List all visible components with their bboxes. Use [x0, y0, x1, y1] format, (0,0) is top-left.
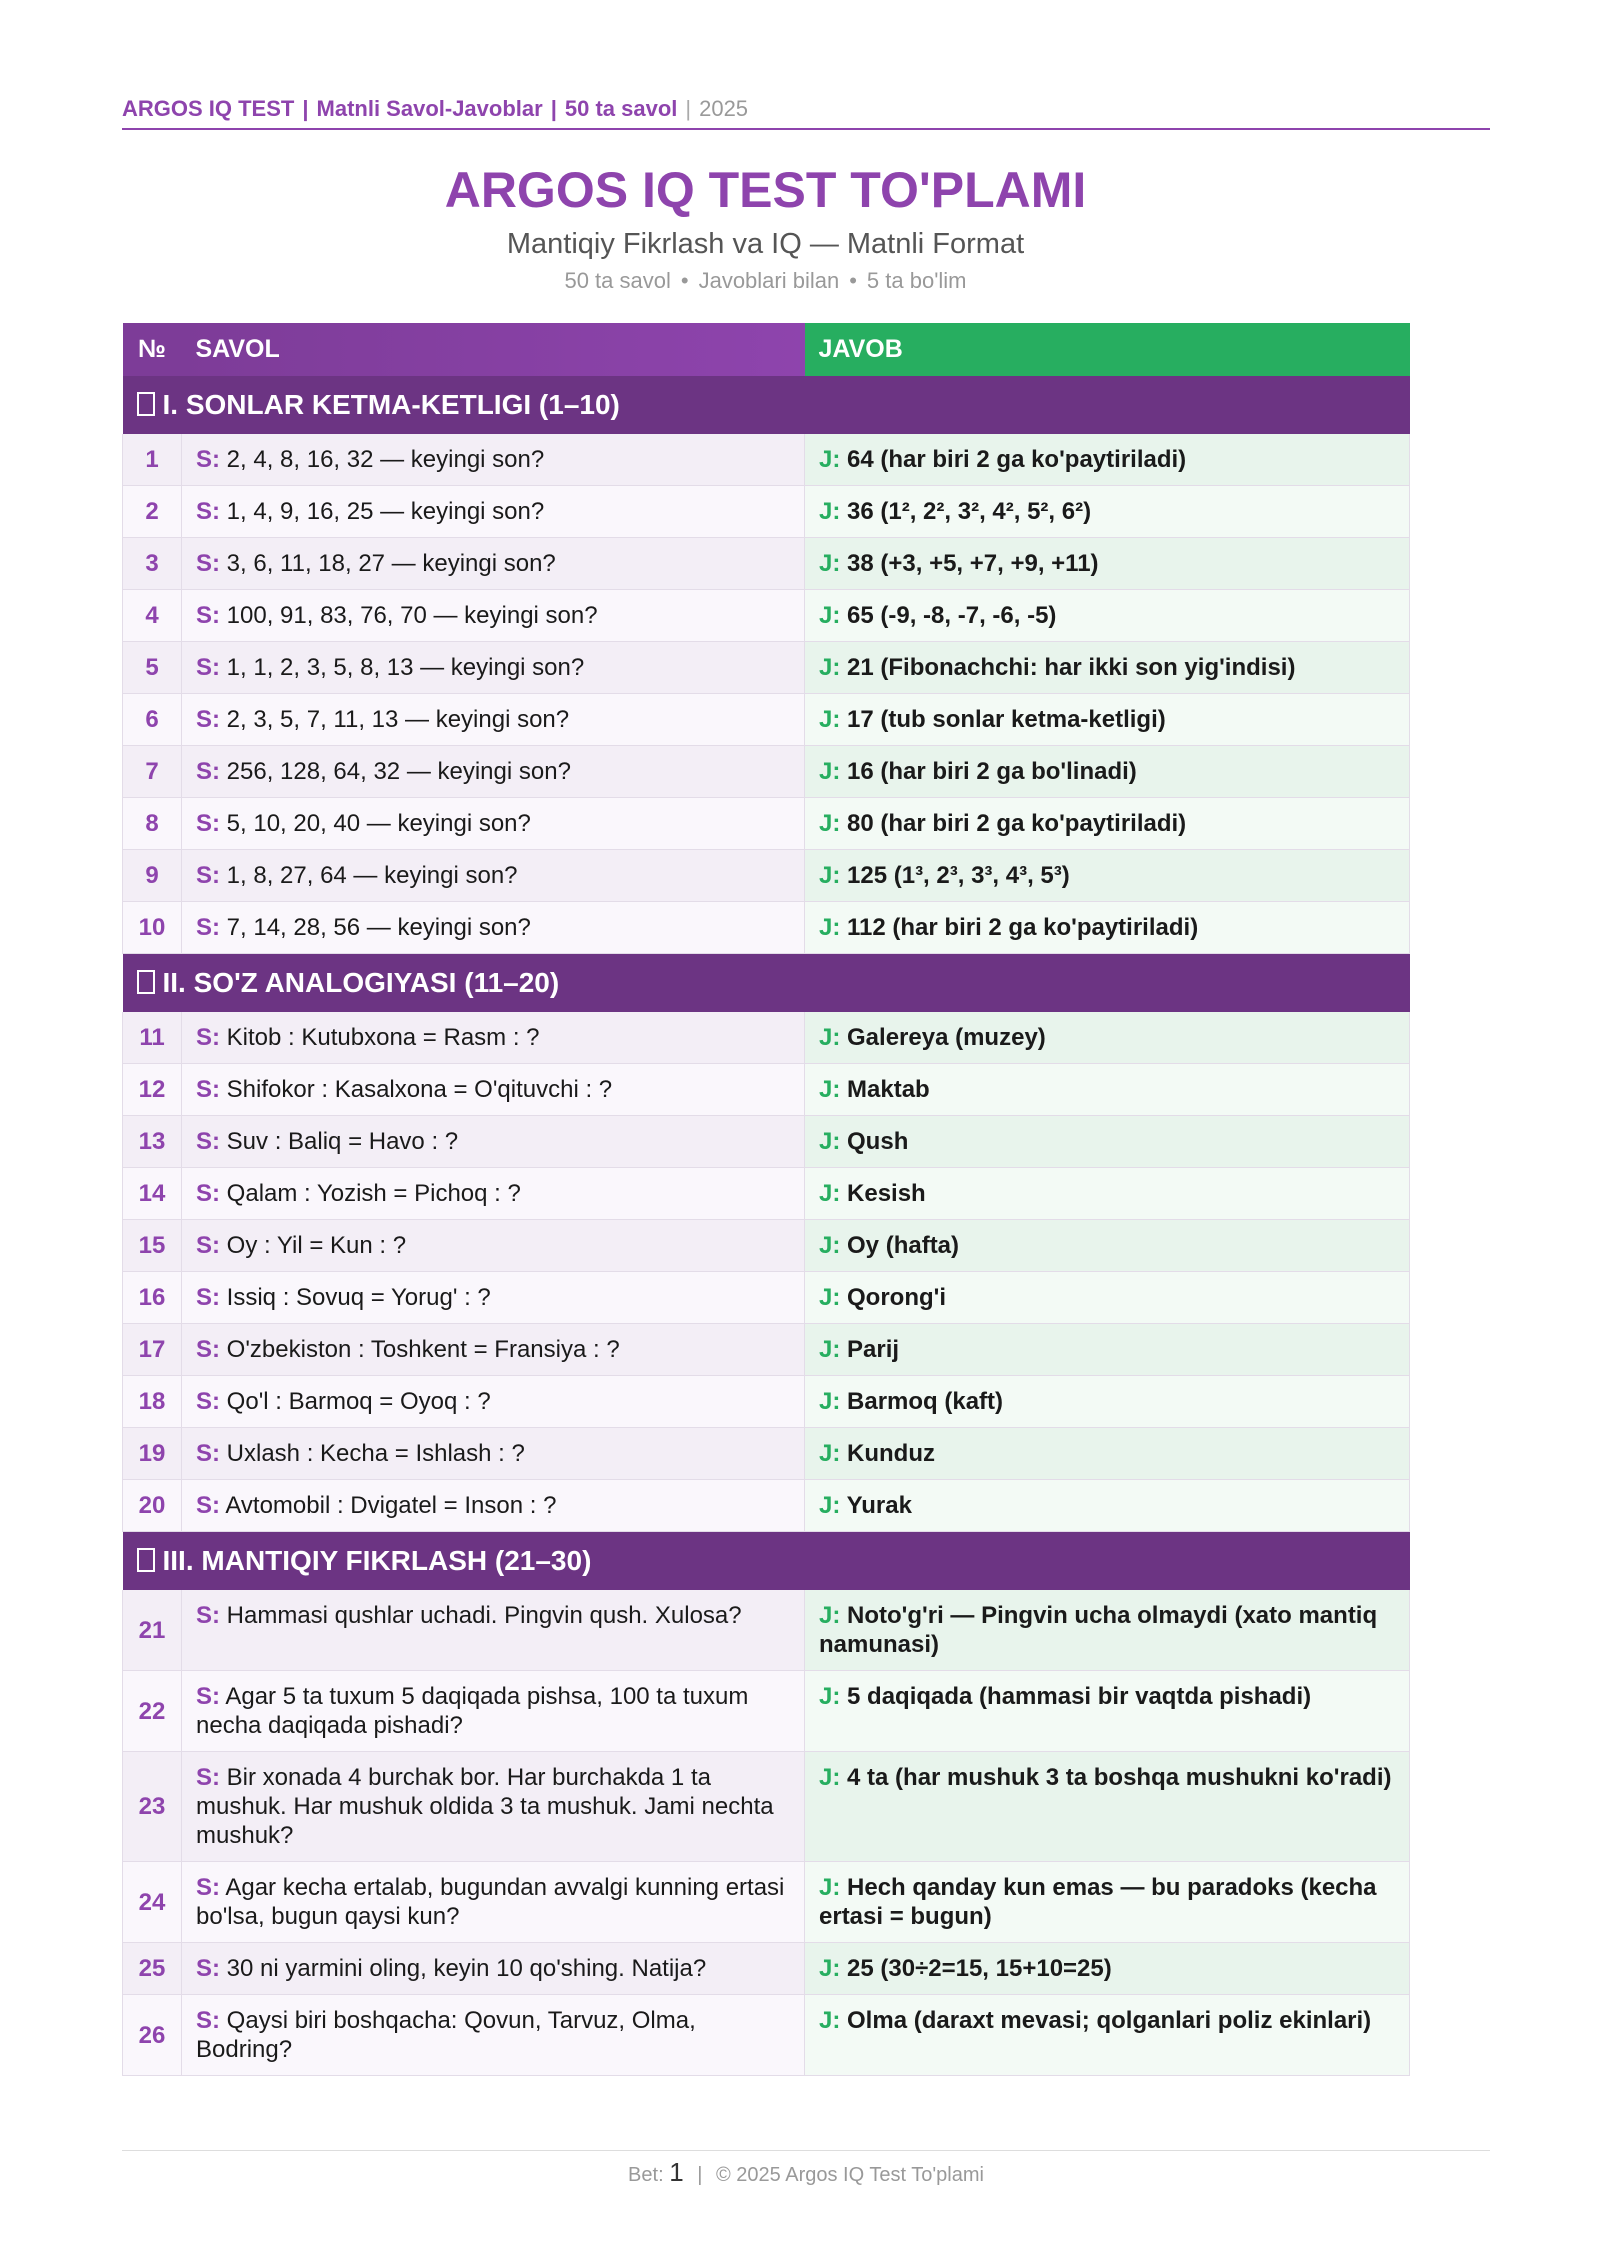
table-row [123, 746, 1410, 798]
answer-cell [805, 1324, 1410, 1376]
answer-text: Qush [847, 1128, 909, 1155]
question-number: 16 [123, 1272, 182, 1324]
table-row [123, 1064, 1410, 1116]
question-prefix: S: [196, 654, 220, 681]
footer-copyright: © 2025 Argos IQ Test To'plami [715, 2164, 984, 2186]
question-cell [182, 434, 805, 486]
answer-prefix: J: [819, 1440, 841, 1467]
question-cell [182, 1220, 805, 1272]
answer-cell [805, 538, 1410, 590]
question-cell [182, 1116, 805, 1168]
answer-text: 112 (har biri 2 ga ko'paytiriladi) [847, 914, 1199, 941]
answer-prefix: J: [819, 1764, 841, 1791]
question-cell [182, 642, 805, 694]
column-header-number: № [123, 323, 182, 376]
qa-table-body [123, 376, 1410, 2076]
answer-cell [805, 590, 1410, 642]
question-number: 12 [123, 1064, 182, 1116]
table-row [123, 1752, 1410, 1862]
answer-prefix: J: [819, 706, 841, 733]
answer-cell [805, 1480, 1410, 1532]
answer-text: 80 (har biri 2 ga ko'paytiriladi) [847, 810, 1187, 837]
meta-questions: 50 ta savol [564, 268, 671, 293]
question-cell [182, 1272, 805, 1324]
question-number: 18 [123, 1376, 182, 1428]
question-prefix: S: [196, 1128, 220, 1155]
answer-prefix: J: [819, 1874, 841, 1901]
table-row [123, 798, 1410, 850]
question-text: Avtomobil : Dvigatel = Inson : ? [225, 1492, 557, 1519]
table-row [123, 1220, 1410, 1272]
answer-cell [805, 1862, 1410, 1943]
answer-text: Kesish [847, 1180, 926, 1207]
table-row [123, 1116, 1410, 1168]
answer-text: Qorong'i [847, 1284, 947, 1311]
question-text: 1, 8, 27, 64 — keyingi son? [226, 862, 518, 889]
question-cell [182, 1064, 805, 1116]
table-row [123, 434, 1410, 486]
question-prefix: S: [196, 1440, 220, 1467]
page-footer: Bet: 1 | © 2025 Argos IQ Test To'plami [122, 2150, 1490, 2188]
page-subtitle: Mantiqiy Fikrlash va IQ — Matnli Format [506, 228, 1025, 260]
question-number: 3 [123, 538, 182, 590]
question-prefix: S: [196, 1683, 220, 1710]
answer-text: 125 (1³, 2³, 3³, 4³, 5³) [847, 862, 1070, 889]
answer-prefix: J: [819, 1955, 841, 1982]
question-number: 9 [123, 850, 182, 902]
answer-text: Hech qanday kun emas — bu paradoks (kecha ertasi = bugun) [819, 1874, 1377, 1930]
question-text: 2, 4, 8, 16, 32 — keyingi son? [226, 446, 545, 473]
question-text: Shifokor : Kasalxona = O'qituvchi : ? [226, 1076, 613, 1103]
header-brand: ARGOS IQ TEST [122, 96, 295, 121]
question-cell [182, 850, 805, 902]
question-prefix: S: [196, 810, 220, 837]
table-row [123, 1376, 1410, 1428]
answer-cell [805, 1064, 1410, 1116]
question-text: Qaysi biri boshqacha: Qovun, Tarvuz, Olma, Bodring? [196, 2007, 696, 2063]
answer-cell [805, 902, 1410, 954]
question-cell [182, 1324, 805, 1376]
answer-text: 65 (-9, -8, -7, -6, -5) [847, 602, 1057, 629]
answer-text: 5 daqiqada (hammasi bir vaqtda pishadi) [847, 1683, 1312, 1710]
answer-prefix: J: [819, 1683, 841, 1710]
question-prefix: S: [196, 1388, 220, 1415]
question-number: 5 [123, 642, 182, 694]
page-title: ARGOS IQ TEST TO'PLAMI [444, 162, 1087, 218]
section-header-row [123, 376, 1410, 434]
question-prefix: S: [196, 1284, 220, 1311]
table-row [123, 1324, 1410, 1376]
qa-table [122, 323, 1410, 2076]
answer-prefix: J: [819, 1180, 841, 1207]
table-row [123, 1168, 1410, 1220]
question-prefix: S: [196, 2007, 220, 2034]
answer-prefix: J: [819, 914, 841, 941]
section-header [123, 376, 1410, 434]
question-cell [182, 1376, 805, 1428]
section-header [123, 1532, 1410, 1591]
question-prefix: S: [196, 446, 220, 473]
question-cell [182, 1671, 805, 1752]
answer-prefix: J: [819, 446, 841, 473]
answer-text: 4 ta (har mushuk 3 ta boshqa mushukni ko'radi) [847, 1764, 1392, 1791]
answer-cell [805, 486, 1410, 538]
table-row [123, 486, 1410, 538]
question-number: 6 [123, 694, 182, 746]
question-cell [182, 1428, 805, 1480]
question-text: Oy : Yil = Kun : ? [226, 1232, 407, 1259]
answer-prefix: J: [819, 1024, 841, 1051]
answer-prefix: J: [819, 1284, 841, 1311]
question-cell [182, 746, 805, 798]
table-row [123, 902, 1410, 954]
answer-cell [805, 1590, 1410, 1671]
question-number: 21 [123, 1590, 182, 1671]
table-row [123, 694, 1410, 746]
question-number: 8 [123, 798, 182, 850]
section-box-icon [137, 392, 155, 416]
question-prefix: S: [196, 1492, 220, 1519]
answer-cell [805, 1116, 1410, 1168]
answer-prefix: J: [819, 654, 841, 681]
question-cell [182, 1752, 805, 1862]
meta-answers: Javoblari bilan [698, 268, 840, 293]
answer-cell [805, 1220, 1410, 1272]
answer-prefix: J: [819, 810, 841, 837]
table-row [123, 1943, 1410, 1995]
table-row [123, 642, 1410, 694]
meta-sections: 5 ta bo'lim [866, 268, 967, 293]
question-cell [182, 902, 805, 954]
question-cell [182, 538, 805, 590]
question-prefix: S: [196, 550, 220, 577]
section-title: III. MANTIQIY FIKRLASH (21–30) [162, 1545, 592, 1576]
answer-prefix: J: [819, 1076, 841, 1103]
question-number: 13 [123, 1116, 182, 1168]
answer-prefix: J: [819, 862, 841, 889]
question-prefix: S: [196, 706, 220, 733]
answer-text: Galereya (muzey) [847, 1024, 1046, 1051]
table-row [123, 590, 1410, 642]
answer-prefix: J: [819, 1388, 841, 1415]
page-number: 1 [669, 2157, 684, 2187]
question-prefix: S: [196, 1180, 220, 1207]
answer-text: 25 (30÷2=15, 15+10=25) [847, 1955, 1112, 1982]
question-text: Uxlash : Kecha = Ishlash : ? [226, 1440, 525, 1467]
column-header-question: SAVOL [182, 323, 805, 376]
header-section: Matnli Savol-Javoblar [316, 96, 543, 121]
question-text: Qalam : Yozish = Pichoq : ? [226, 1180, 521, 1207]
question-prefix: S: [196, 1955, 220, 1982]
question-cell [182, 1168, 805, 1220]
question-prefix: S: [196, 1232, 220, 1259]
question-number: 19 [123, 1428, 182, 1480]
answer-text: Noto'g'ri — Pingvin ucha olmaydi (xato mantiq namunasi) [819, 1602, 1378, 1658]
answer-cell [805, 642, 1410, 694]
answer-cell [805, 1995, 1410, 2076]
footer-label: Bet: [628, 2164, 664, 2186]
section-box-icon [137, 970, 155, 994]
question-prefix: S: [196, 1336, 220, 1363]
answer-text: 16 (har biri 2 ga bo'linadi) [847, 758, 1137, 785]
running-header: ARGOS IQ TEST | Matnli Savol-Javoblar | 50 ta savol | 2025 [122, 96, 1490, 130]
answer-cell [805, 694, 1410, 746]
question-text: Hammasi qushlar uchadi. Pingvin qush. Xulosa? [226, 1602, 742, 1629]
question-number: 14 [123, 1168, 182, 1220]
answer-text: Kunduz [847, 1440, 935, 1467]
question-text: Bir xonada 4 burchak bor. Har burchakda 1 ta mushuk. Har mushuk oldida 3 ta mushuk. Jami nechta mushuk? [196, 1764, 774, 1849]
page-meta: 50 ta savol • Javoblari bilan • 5 ta bo'lim [564, 268, 967, 293]
question-number: 4 [123, 590, 182, 642]
answer-text: Oy (hafta) [847, 1232, 960, 1259]
answer-cell [805, 1376, 1410, 1428]
table-row [123, 538, 1410, 590]
answer-prefix: J: [819, 550, 841, 577]
answer-cell [805, 1168, 1410, 1220]
question-cell [182, 1012, 805, 1064]
question-number: 7 [123, 746, 182, 798]
question-text: O'zbekiston : Toshkent = Fransiya : ? [226, 1336, 620, 1363]
question-text: Agar kecha ertalab, bugundan avvalgi kunning ertasi bo'lsa, bugun qaysi kun? [196, 1874, 785, 1930]
question-text: 1, 1, 2, 3, 5, 8, 13 — keyingi son? [226, 654, 585, 681]
question-cell [182, 798, 805, 850]
question-cell [182, 1943, 805, 1995]
answer-prefix: J: [819, 1336, 841, 1363]
header-count: 50 ta savol [564, 96, 678, 121]
question-prefix: S: [196, 862, 220, 889]
question-number: 15 [123, 1220, 182, 1272]
question-number: 24 [123, 1862, 182, 1943]
question-cell [182, 1480, 805, 1532]
question-text: 5, 10, 20, 40 — keyingi son? [226, 810, 531, 837]
answer-cell [805, 1671, 1410, 1752]
answer-text: Olma (daraxt mevasi; qolganlari poliz ekinlari) [847, 2007, 1372, 2034]
question-cell [182, 1995, 805, 2076]
answer-prefix: J: [819, 1128, 841, 1155]
answer-cell [805, 1943, 1410, 1995]
question-prefix: S: [196, 498, 220, 525]
table-header-row [123, 323, 1410, 376]
question-number: 22 [123, 1671, 182, 1752]
answer-cell [805, 1428, 1410, 1480]
question-text: 1, 4, 9, 16, 25 — keyingi son? [226, 498, 545, 525]
question-text: Suv : Baliq = Havo : ? [226, 1128, 459, 1155]
question-text: Qo'l : Barmoq = Oyoq : ? [226, 1388, 491, 1415]
answer-text: 17 (tub sonlar ketma-ketligi) [847, 706, 1166, 733]
answer-cell [805, 1272, 1410, 1324]
question-number: 17 [123, 1324, 182, 1376]
question-text: 256, 128, 64, 32 — keyingi son? [226, 758, 571, 785]
answer-text: 21 (Fibonachchi: har ikki son yig'indisi) [847, 654, 1296, 681]
question-text: 7, 14, 28, 56 — keyingi son? [226, 914, 531, 941]
question-prefix: S: [196, 758, 220, 785]
question-number: 10 [123, 902, 182, 954]
answer-text: Maktab [847, 1076, 930, 1103]
answer-cell [805, 798, 1410, 850]
question-cell [182, 1862, 805, 1943]
question-text: 100, 91, 83, 76, 70 — keyingi son? [226, 602, 598, 629]
answer-cell [805, 1752, 1410, 1862]
question-text: Issiq : Sovuq = Yorug' : ? [226, 1284, 491, 1311]
table-row [123, 1995, 1410, 2076]
answer-prefix: J: [819, 602, 841, 629]
question-text: 30 ni yarmini oling, keyin 10 qo'shing. Natija? [226, 1955, 707, 1982]
question-prefix: S: [196, 914, 220, 941]
section-title: I. SONLAR KETMA-KETLIGI (1–10) [162, 389, 620, 420]
question-number: 23 [123, 1752, 182, 1862]
question-number: 1 [123, 434, 182, 486]
table-row [123, 1428, 1410, 1480]
section-header-row [123, 954, 1410, 1013]
question-number: 26 [123, 1995, 182, 2076]
section-box-icon [137, 1548, 155, 1572]
answer-text: Barmoq (kaft) [847, 1388, 1004, 1415]
question-number: 11 [123, 1012, 182, 1064]
question-prefix: S: [196, 1076, 220, 1103]
question-number: 2 [123, 486, 182, 538]
question-cell [182, 694, 805, 746]
question-text: Agar 5 ta tuxum 5 daqiqada pishsa, 100 ta tuxum necha daqiqada pishadi? [196, 1683, 749, 1739]
answer-cell [805, 434, 1410, 486]
question-prefix: S: [196, 602, 220, 629]
question-text: 3, 6, 11, 18, 27 — keyingi son? [226, 550, 556, 577]
question-number: 20 [123, 1480, 182, 1532]
answer-prefix: J: [819, 1492, 841, 1519]
answer-prefix: J: [819, 1602, 841, 1629]
answer-text: 64 (har biri 2 ga ko'paytiriladi) [847, 446, 1187, 473]
table-row [123, 1012, 1410, 1064]
table-row [123, 1671, 1410, 1752]
section-header [123, 954, 1410, 1013]
section-header-row [123, 1532, 1410, 1591]
question-prefix: S: [196, 1874, 220, 1901]
answer-prefix: J: [819, 2007, 841, 2034]
question-text: Kitob : Kutubxona = Rasm : ? [226, 1024, 540, 1051]
table-row [123, 850, 1410, 902]
answer-cell [805, 850, 1410, 902]
answer-prefix: J: [819, 498, 841, 525]
section-title: II. SO'Z ANALOGIYASI (11–20) [162, 967, 560, 998]
question-cell [182, 590, 805, 642]
question-text: 2, 3, 5, 7, 11, 13 — keyingi son? [226, 706, 570, 733]
answer-cell [805, 1012, 1410, 1064]
column-header-answer: JAVOB [805, 323, 1410, 376]
title-block [122, 160, 1409, 296]
question-prefix: S: [196, 1764, 220, 1791]
question-cell [182, 486, 805, 538]
table-row [123, 1272, 1410, 1324]
answer-text: 36 (1², 2², 3², 4², 5², 6²) [847, 498, 1092, 525]
question-number: 25 [123, 1943, 182, 1995]
answer-prefix: J: [819, 1232, 841, 1259]
answer-prefix: J: [819, 758, 841, 785]
table-row [123, 1480, 1410, 1532]
table-row [123, 1590, 1410, 1671]
answer-cell [805, 746, 1410, 798]
question-prefix: S: [196, 1024, 220, 1051]
answer-text: Parij [847, 1336, 900, 1363]
table-row [123, 1862, 1410, 1943]
answer-text: Yurak [846, 1492, 912, 1519]
question-cell [182, 1590, 805, 1671]
question-prefix: S: [196, 1602, 220, 1629]
answer-text: 38 (+3, +5, +7, +9, +11) [847, 550, 1099, 577]
header-year: 2025 [699, 96, 749, 121]
